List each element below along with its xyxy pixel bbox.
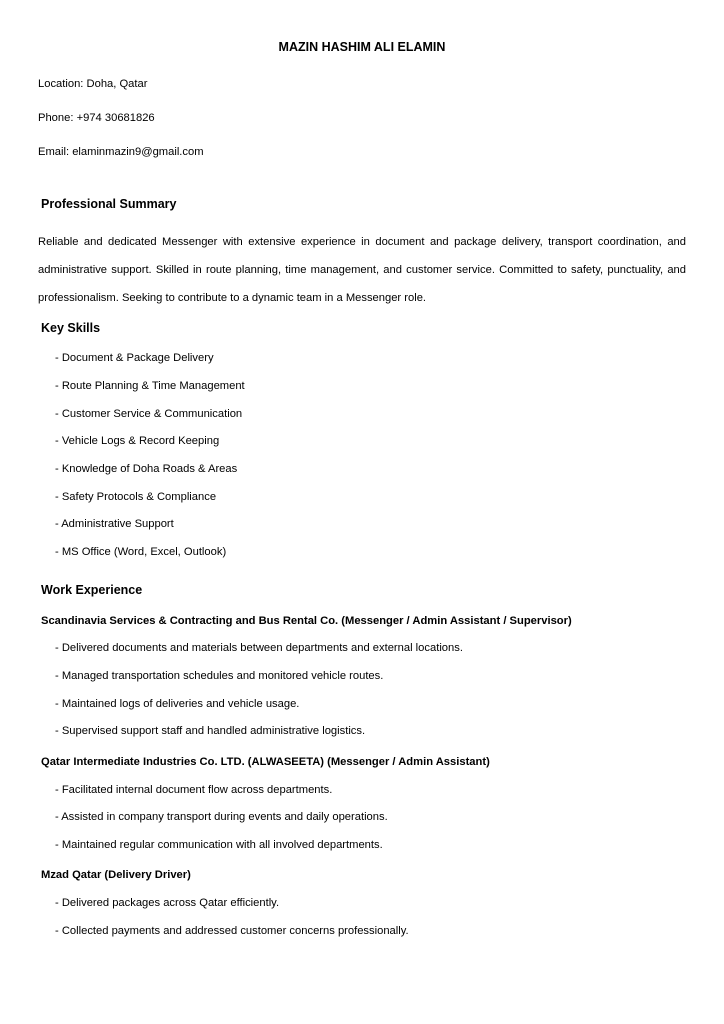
skill-item: - Knowledge of Doha Roads & Areas — [55, 463, 238, 475]
skill-item: - Customer Service & Communication — [55, 408, 243, 420]
email-line: Email: elaminmazin9@gmail.com — [38, 146, 204, 158]
job-duty: - Supervised support staff and handled administrative logistics. — [55, 725, 366, 737]
location-line: Location: Doha, Qatar — [38, 78, 148, 90]
job-duty: - Assisted in company transport during events and daily operations. — [55, 811, 388, 823]
job-duty: - Managed transportation schedules and monitored vehicle routes. — [55, 670, 384, 682]
job-duty: - Facilitated internal document flow across departments. — [55, 784, 333, 796]
job-title: Scandinavia Services & Contracting and Bus Rental Co. (Messenger / Admin Assistant / Supervisor) — [41, 615, 572, 627]
job-duty: - Delivered packages across Qatar efficiently. — [55, 897, 280, 909]
skill-item: - Administrative Support — [55, 518, 174, 530]
skill-item: - Document & Package Delivery — [55, 352, 214, 364]
candidate-name: MAZIN HASHIM ALI ELAMIN — [278, 40, 446, 54]
section-heading-summary: Professional Summary — [41, 197, 177, 211]
skill-item: - MS Office (Word, Excel, Outlook) — [55, 546, 227, 558]
job-title: Mzad Qatar (Delivery Driver) — [41, 869, 191, 881]
job-duty: - Collected payments and addressed customer concerns professionally. — [55, 925, 409, 937]
job-title: Qatar Intermediate Industries Co. LTD. (ALWASEETA) (Messenger / Admin Assistant) — [41, 756, 490, 768]
job-duty: - Maintained logs of deliveries and vehicle usage. — [55, 698, 300, 710]
skill-item: - Route Planning & Time Management — [55, 380, 245, 392]
skill-item: - Vehicle Logs & Record Keeping — [55, 435, 220, 447]
section-heading-experience: Work Experience — [41, 583, 143, 597]
section-heading-skills: Key Skills — [41, 321, 101, 335]
job-duty: - Maintained regular communication with all involved departments. — [55, 839, 383, 851]
summary-paragraph: Reliable and dedicated Messenger with extensive experience in document and package delivery, transport coordination, and administrative support. Skilled in route planning, time management, and customer service. Committed to safety, punctuality, and professionalism. Seeking to contribute to a dynamic team in a Messenger role. — [38, 236, 686, 304]
job-duty: - Delivered documents and materials between departments and external locations. — [55, 642, 463, 654]
skill-item: - Safety Protocols & Compliance — [55, 491, 217, 503]
phone-line: Phone: +974 30681826 — [38, 112, 155, 124]
